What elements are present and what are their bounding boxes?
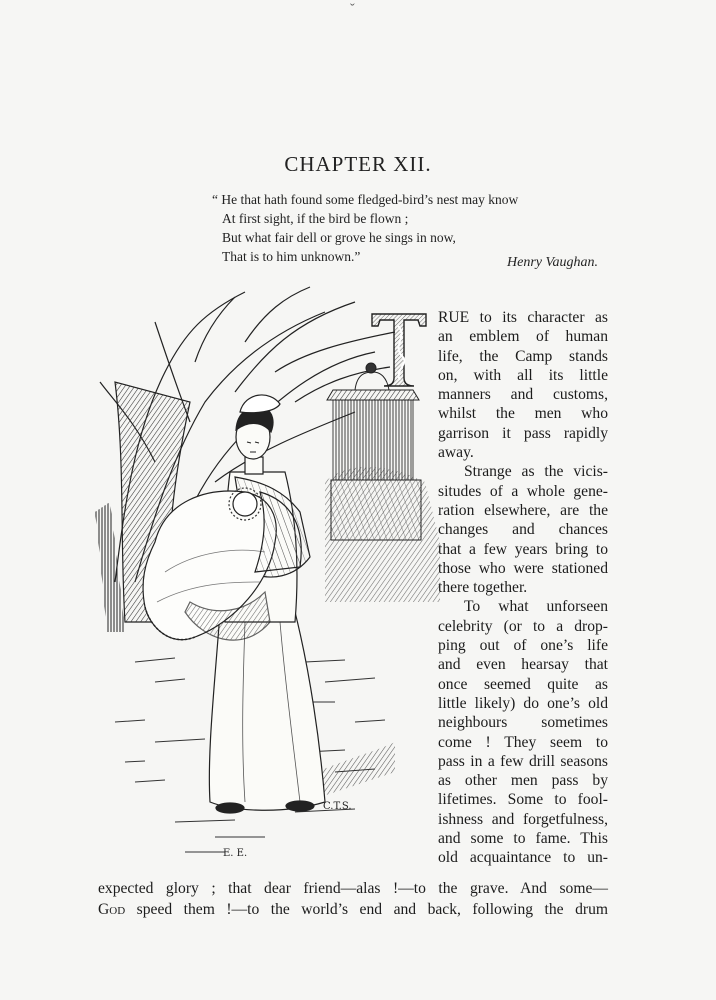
body-line: as other men pass by	[438, 772, 608, 790]
chapter-title: CHAPTER XII.	[284, 152, 432, 176]
body-line: life, the Camp stands	[438, 347, 608, 365]
epigraph-line: But what fair dell or grove he sings in now,	[222, 230, 456, 245]
body-line: and some to fame. This	[438, 830, 608, 848]
body-line: ping out of one’s life	[438, 637, 608, 655]
body-line: that a few years bring to	[438, 540, 608, 558]
epigraph-line: At first sight, if the bird be flown ;	[222, 211, 409, 226]
body-column	[438, 308, 608, 868]
body-line: and even hearsay that	[438, 656, 608, 674]
epigraph-line: “ He that hath found some fledged-bird’s nest may know	[212, 192, 519, 207]
bottom-text	[98, 878, 608, 920]
body-line: Strange as the vicis-	[464, 463, 608, 481]
body-line: changes and chances	[438, 521, 608, 539]
body-line: manners and customs,	[438, 386, 608, 404]
body-line: there together.	[438, 579, 528, 597]
bushes	[325, 467, 440, 602]
body-line: away.	[438, 444, 474, 462]
illustration-signature-right: C.T.S.	[323, 801, 352, 812]
page-speck: ˇ	[350, 2, 355, 17]
body-line-smallcaps	[98, 899, 608, 920]
body-line-rest: speed them !—to the world’s end and back, following the drum	[136, 901, 608, 918]
body-line: pass in a few drill seasons	[438, 752, 608, 770]
body-line: neighbours sometimes	[438, 714, 608, 732]
body-line: those who were stationed	[438, 559, 608, 577]
body-line: To what unforseen	[464, 598, 608, 616]
epigraph-attribution: Henry Vaughan.	[507, 255, 598, 270]
body-line: on, with all its little	[438, 366, 608, 384]
illustration-signature-left: E. E.	[223, 848, 248, 859]
body-line: garrison it pass rapidly	[438, 424, 608, 442]
epigraph-line: That is to him unknown.”	[222, 249, 361, 264]
body-line: whilst the men who	[438, 405, 608, 423]
body-line: little likely) do one’s old	[438, 694, 608, 712]
drop-cap	[368, 306, 430, 388]
body-line: old acquaintance to un-	[438, 849, 608, 867]
body-line: expected glory ; that dear friend—alas !—to the grave. And some—	[98, 880, 608, 897]
body-line: RUE to its character as	[438, 309, 608, 326]
smallcaps-word: God	[98, 901, 126, 918]
body-line: ishness and forgetfulness,	[438, 810, 608, 828]
body-line: celebrity (or to a drop-	[438, 617, 608, 635]
body-line: an emblem of human	[438, 328, 608, 346]
body-line: once seemed quite as	[438, 675, 608, 693]
body-line: ration elsewhere, are the	[438, 501, 608, 519]
body-line: come ! They seem to	[438, 733, 608, 751]
body-line: lifetimes. Some to fool-	[438, 791, 608, 809]
body-line: situdes of a whole gene-	[438, 482, 608, 500]
